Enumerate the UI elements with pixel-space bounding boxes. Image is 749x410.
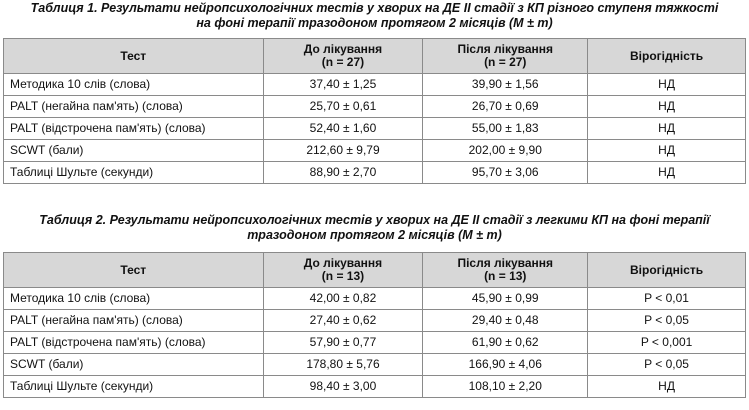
table1-header-after — [423, 39, 588, 74]
cell-after: 45,90 ± 0,99 — [423, 288, 588, 310]
table1-caption — [0, 1, 749, 31]
table-row — [4, 74, 746, 96]
table2-header-after — [423, 253, 588, 288]
table1 — [3, 38, 746, 184]
table1-header-before-n: (n = 27) — [321, 55, 365, 69]
cell-after: 108,10 ± 2,20 — [423, 376, 588, 398]
table2-header-after-n: (n = 13) — [484, 269, 527, 283]
table2-header-after-label: Після лікування — [457, 256, 554, 270]
cell-test: Методика 10 слів (слова) — [4, 74, 264, 96]
cell-before: 27,40 ± 0,62 — [263, 310, 423, 332]
table1-header-after-n: (n = 27) — [484, 55, 527, 69]
cell-significance: НД — [588, 140, 746, 162]
cell-significance: НД — [588, 118, 746, 140]
table-row — [4, 118, 746, 140]
cell-test: PALT (негайна пам'ять) (слова) — [4, 96, 264, 118]
table1-header-before — [263, 39, 423, 74]
table-row — [4, 288, 746, 310]
cell-after: 166,90 ± 4,06 — [423, 354, 588, 376]
cell-test: PALT (негайна пам'ять) (слова) — [4, 310, 264, 332]
cell-before: 42,00 ± 0,82 — [263, 288, 423, 310]
cell-after: 55,00 ± 1,83 — [423, 118, 588, 140]
cell-before: 25,70 ± 0,61 — [263, 96, 423, 118]
cell-before: 212,60 ± 9,79 — [263, 140, 423, 162]
cell-test: SCWT (бали) — [4, 354, 264, 376]
table2-header-before-n: (n = 13) — [321, 269, 365, 283]
cell-before: 88,90 ± 2,70 — [263, 162, 423, 184]
table2 — [3, 252, 746, 398]
table2-header-test: Тест — [4, 253, 264, 288]
table-row — [4, 376, 746, 398]
cell-test: PALT (відстрочена пам'ять) (слова) — [4, 118, 264, 140]
table1-caption-line2: на фоні терапії тразодоном протягом 2 місяців (M ± m) — [196, 16, 553, 30]
cell-significance: P < 0,01 — [588, 288, 746, 310]
cell-significance: P < 0,001 — [588, 332, 746, 354]
cell-after: 61,90 ± 0,62 — [423, 332, 588, 354]
table-row — [4, 96, 746, 118]
cell-before: 37,40 ± 1,25 — [263, 74, 423, 96]
cell-before: 98,40 ± 3,00 — [263, 376, 423, 398]
table2-header-row — [4, 253, 746, 288]
cell-after: 39,90 ± 1,56 — [423, 74, 588, 96]
cell-significance: НД — [588, 162, 746, 184]
cell-after: 26,70 ± 0,69 — [423, 96, 588, 118]
table-row — [4, 140, 746, 162]
cell-significance: НД — [588, 376, 746, 398]
table-row — [4, 332, 746, 354]
cell-significance: P < 0,05 — [588, 354, 746, 376]
cell-significance: P < 0,05 — [588, 310, 746, 332]
table-row — [4, 310, 746, 332]
table2-caption-line1: Таблиця 2. Результати нейропсихологічних тестів у хворих на ДЕ II стадії з легкими КП на фоні терапії — [39, 213, 710, 227]
cell-before: 52,40 ± 1,60 — [263, 118, 423, 140]
cell-test: PALT (відстрочена пам'ять) (слова) — [4, 332, 264, 354]
table1-header-significance: Вірогідність — [588, 39, 746, 74]
table1-header-row — [4, 39, 746, 74]
table2-header-before-label: До лікування — [303, 256, 383, 270]
cell-test: Таблиці Шульте (секунди) — [4, 162, 264, 184]
table1-header-test: Тест — [4, 39, 264, 74]
cell-before: 178,80 ± 5,76 — [263, 354, 423, 376]
cell-significance: НД — [588, 74, 746, 96]
cell-after: 29,40 ± 0,48 — [423, 310, 588, 332]
table1-caption-line1: Таблиця 1. Результати нейропсихологічних тестів у хворих на ДЕ II стадії з КП різного ступеня тяжкості — [30, 1, 719, 15]
cell-significance: НД — [588, 96, 746, 118]
table2-header-significance: Вірогідність — [588, 253, 746, 288]
table1-header-after-label: Після лікування — [457, 42, 554, 56]
cell-test: SCWT (бали) — [4, 140, 264, 162]
table2-header-before — [263, 253, 423, 288]
cell-after: 95,70 ± 3,06 — [423, 162, 588, 184]
table2-caption-line2: тразодоном протягом 2 місяців (M ± m) — [247, 228, 502, 242]
table-row — [4, 162, 746, 184]
table1-header-before-label: До лікування — [303, 42, 383, 56]
cell-before: 57,90 ± 0,77 — [263, 332, 423, 354]
cell-test: Методика 10 слів (слова) — [4, 288, 264, 310]
cell-test: Таблиці Шульте (секунди) — [4, 376, 264, 398]
cell-after: 202,00 ± 9,90 — [423, 140, 588, 162]
table2-caption — [0, 213, 749, 243]
table-row — [4, 354, 746, 376]
